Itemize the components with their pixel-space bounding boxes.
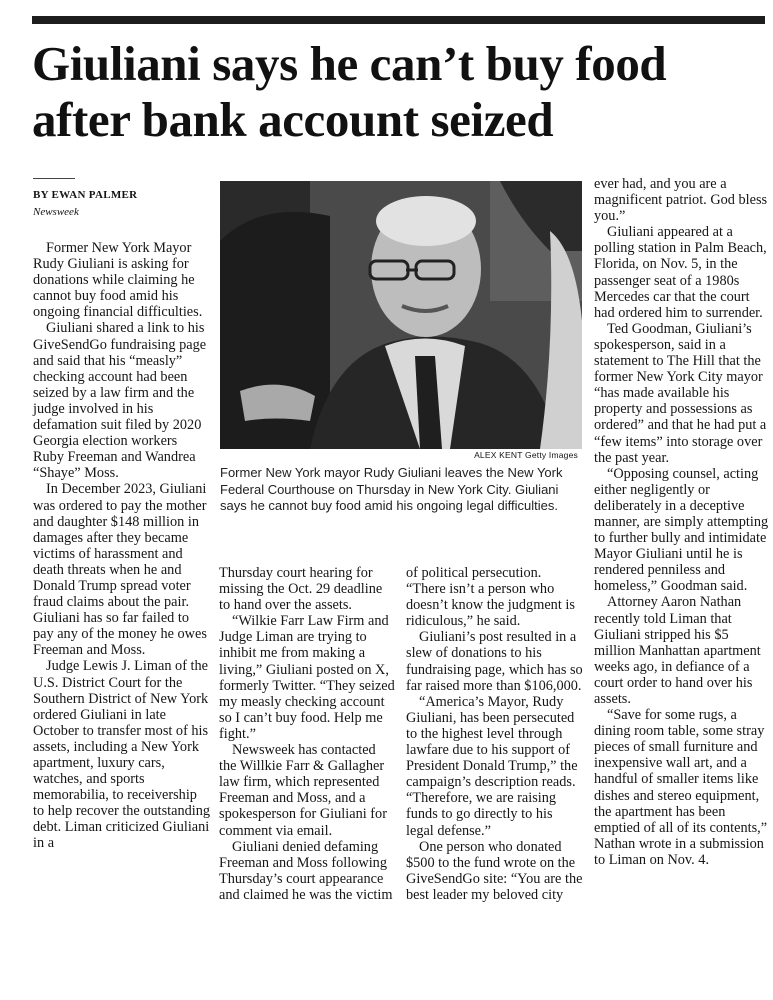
article-column-3 (406, 565, 583, 903)
top-rule (32, 16, 765, 24)
paragraph: “Opposing counsel, acting either negligently or deliberately in a deceptive manner, are simply attempting to further bully and intimidate Mayor Giuliani until he is rendered penniless and homeless,” Goodman said. (594, 465, 769, 595)
paragraph: Attorney Aaron Nathan recently told Liman that Giuliani stripped his $5 million Manhattan apartment weeks ago, in defiance of a court order to hand over his assets. (594, 594, 761, 707)
news-photo (220, 181, 582, 449)
paragraph: Thursday court hearing for missing the Oct. 29 deadline to hand over the assets. (219, 565, 383, 614)
paragraph: Newsweek has contacted the Willkie Farr & Gallagher law firm, which represented Freeman and Moss, and a spokesperson for Giuliani for comment via email. (219, 742, 387, 839)
article-column-2 (219, 565, 396, 903)
headline: Giuliani says he can’t buy food after bank account seized (32, 36, 667, 147)
paragraph: “America’s Mayor, Rudy Giuliani, has been persecuted to the highest level through lawfare due to his support of President Donald Trump,” the campaign’s description reads. “Therefore, we are raising funds to go directly to his legal defense.” (406, 693, 578, 839)
photo-illustration (220, 181, 582, 449)
paragraph: Giuliani appeared at a polling station in Palm Beach, Florida, on Nov. 5, in the passenger seat of a 1980s Mercedes car that the court had ordered him to surrender. (594, 224, 767, 321)
paragraph: Former New York Mayor Rudy Giuliani is asking for donations while claiming he cannot buy food amid his ongoing financial difficulties. (33, 240, 203, 321)
byline-rule (33, 178, 75, 179)
paragraph: Giuliani’s post resulted in a slew of donations to his fundraising page, which has so far raised more than $106,000. (406, 629, 583, 694)
paragraph: Giuliani shared a link to his GiveSendGo fundraising page and said that his “measly” checking account had been seized by a law firm and the judge involved in his defamation suit filed by 2020 Georgia election workers Ruby Freeman and Wandrea “Shaye” Moss. (33, 320, 207, 482)
byline: BY EWAN PALMER (33, 189, 138, 201)
paragraph: ever had, and you are a magnificent patriot. God bless you.” (594, 176, 768, 225)
paragraph: Ted Goodman, Giuliani’s spokesperson, said in a statement to The Hill that the former New York City mayor “has made available his property and possessions as ordered” and that he had put a “few items” into storage over the past year. (594, 320, 767, 466)
paragraph: of political persecution. “There isn’t a person who doesn’t know the judgment is ridiculous,” he said. (406, 565, 575, 630)
paragraph: “Save for some rugs, a dining room table, some stray pieces of small furniture and inexpensive wall art, and a handful of smaller items like dishes and stereo equipment, the apartment has been emptied of all of its contents,” Nathan wrote in a submission to Liman on Nov. 4. (594, 707, 768, 868)
article-column-1 (33, 240, 211, 852)
photo-credit: ALEX KENT Getty Images (474, 450, 578, 460)
paragraph: Judge Lewis J. Liman of the U.S. District Court for the Southern District of New York ordered Giuliani in late October to transfer most of his assets, including a New York apartment, luxury cars, watches, and sports memorabilia, to receivership to help recover the outstanding debt. Liman criticized Giuliani in a (33, 658, 211, 852)
photo-caption: Former New York mayor Rudy Giuliani leaves the New York Federal Courthouse on Thursday in New York City. Giuliani says he cannot buy food amid his ongoing legal difficulties. (220, 465, 563, 513)
paragraph: “Wilkie Farr Law Firm and Judge Liman are trying to inhibit me from making a living,” Giuliani posted on X, formerly Twitter. “They seized my measly checking account so I can’t buy food. Help me fight.” (219, 613, 395, 742)
paragraph: One person who donated $500 to the fund wrote on the GiveSendGo site: “You are the best leader my beloved city (406, 838, 583, 903)
source-outlet: Newsweek (33, 206, 79, 218)
paragraph: Giuliani denied defaming Freeman and Moss following Thursday’s court appearance and claimed he was the victim (219, 838, 393, 903)
paragraph: In December 2023, Giuliani was ordered to pay the mother and daughter $148 million in damages after they became victims of harassment and death threats when he and Donald Trump spread voter fraud claims about the pair. Giuliani has so far failed to pay any of the money he owes Freeman and Moss. (33, 481, 207, 659)
article-column-4 (594, 176, 769, 868)
